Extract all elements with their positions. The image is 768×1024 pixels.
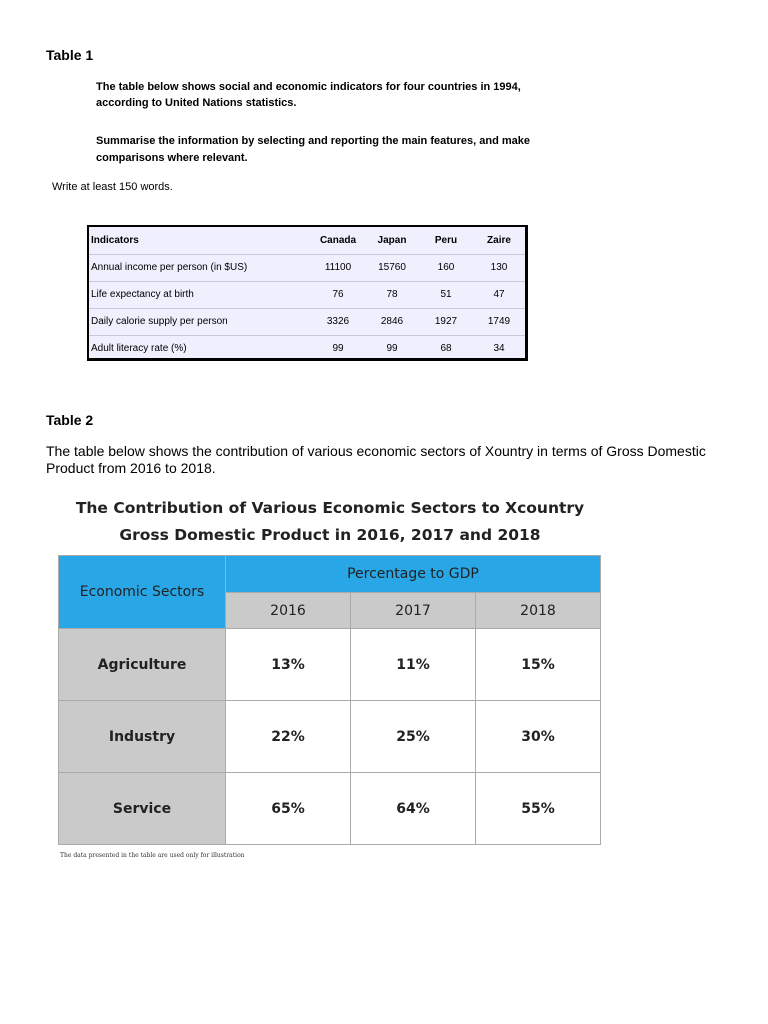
cell-value: 55% — [476, 773, 601, 845]
row-label: Annual income per person (in $US) — [91, 262, 248, 273]
cell-value: 51 — [440, 289, 452, 300]
gdp-table-title — [56, 495, 604, 549]
cell-value: 11% — [351, 629, 476, 701]
cell-value: 3326 — [326, 316, 350, 327]
cell-value: 78 — [386, 289, 398, 300]
cell-value: 11100 — [324, 262, 352, 273]
indicators-table-header — [89, 227, 525, 255]
table-row — [89, 308, 525, 336]
cell-value: 34 — [493, 343, 505, 354]
cell-value: 1749 — [487, 316, 511, 327]
sector-label: Industry — [59, 701, 226, 773]
column-header-canada: Canada — [319, 235, 357, 246]
row-label: Daily calorie supply per person — [91, 316, 228, 327]
column-header-indicators: Indicators — [91, 235, 139, 246]
table-row — [89, 254, 525, 282]
cell-value: 22% — [226, 701, 351, 773]
column-header-percentage-gdp: Percentage to GDP — [226, 556, 601, 593]
column-header-peru: Peru — [434, 235, 458, 246]
column-header-japan: Japan — [377, 235, 407, 246]
table1-word-count: Write at least 150 words. — [52, 181, 173, 193]
sector-label: Service — [59, 773, 226, 845]
table1-prompt-line1: The table below shows social and economic indicators for four countries in 1994, — [96, 81, 521, 93]
column-header-economic-sectors: Economic Sectors — [59, 556, 226, 629]
table2-intro: The table below shows the contribution of various economic sectors of Xountry in terms of Gross Domestic Product from 2016 to 2018. — [46, 443, 706, 476]
indicators-table — [87, 225, 528, 361]
sector-label: Agriculture — [59, 629, 226, 701]
table1-summarise-line1: Summarise the information by selecting and reporting the main features, and make — [96, 135, 530, 147]
cell-value: 15% — [476, 629, 601, 701]
table1-summarise-line2: comparisons where relevant. — [96, 152, 248, 164]
cell-value: 160 — [437, 262, 455, 273]
table-row — [89, 335, 525, 362]
cell-value: 2846 — [380, 316, 404, 327]
row-label: Adult literacy rate (%) — [91, 343, 187, 354]
illustration-note: The data presented in the table are used only for illustration — [60, 852, 245, 859]
cell-value: 47 — [493, 289, 505, 300]
column-header-zaire: Zaire — [487, 235, 511, 246]
table1-prompt-line2: according to United Nations statistics. — [96, 97, 297, 109]
cell-value: 130 — [490, 262, 508, 273]
cell-value: 15760 — [378, 262, 406, 273]
cell-value: 30% — [476, 701, 601, 773]
cell-value: 64% — [351, 773, 476, 845]
table2-heading: Table 2 — [46, 412, 94, 428]
table-row — [59, 629, 601, 701]
cell-value: 65% — [226, 773, 351, 845]
gdp-table-title-line1: The Contribution of Various Economic Sectors to Xcountry — [75, 499, 585, 517]
column-header-year: 2018 — [476, 593, 601, 629]
cell-value: 76 — [332, 289, 344, 300]
table-row — [59, 701, 601, 773]
gdp-table — [58, 555, 601, 845]
column-header-year: 2016 — [226, 593, 351, 629]
cell-value: 68 — [440, 343, 452, 354]
cell-value: 13% — [226, 629, 351, 701]
column-header-year: 2017 — [351, 593, 476, 629]
cell-value: 99 — [386, 343, 398, 354]
table-row — [89, 281, 525, 309]
gdp-table-title-line2: Gross Domestic Product in 2016, 2017 and 2018 — [119, 526, 541, 544]
cell-value: 99 — [332, 343, 344, 354]
table1-heading: Table 1 — [46, 47, 94, 63]
cell-value: 25% — [351, 701, 476, 773]
row-label: Life expectancy at birth — [91, 289, 194, 300]
table-row — [59, 773, 601, 845]
cell-value: 1927 — [434, 316, 458, 327]
